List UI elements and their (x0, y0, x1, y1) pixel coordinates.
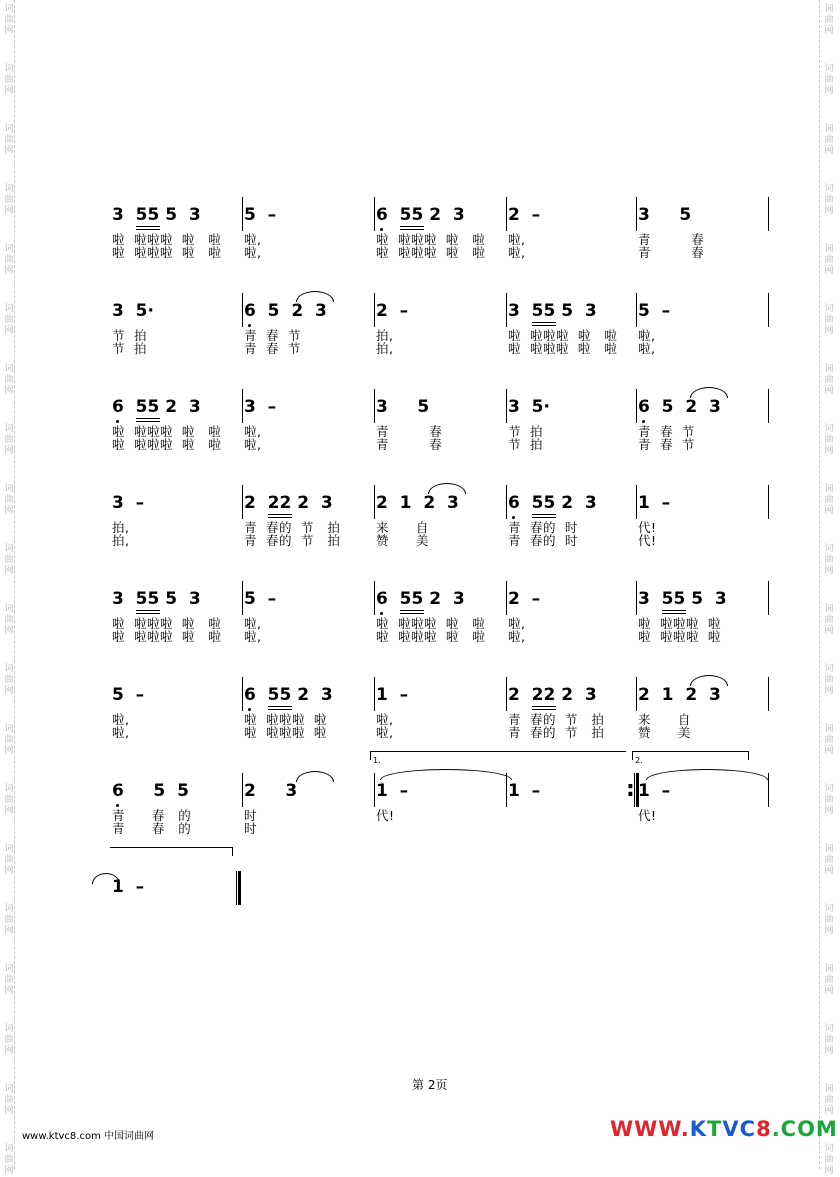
watermark-left: 词 曲 网 (4, 424, 14, 456)
volta-underline (110, 847, 233, 856)
measure-notes: 2 – (508, 205, 541, 225)
tie-slur (380, 769, 512, 780)
lyric-verse-1: 来 自 (638, 712, 691, 727)
tie-slur (296, 771, 334, 782)
barline (242, 197, 243, 231)
measure-notes: 3 55 5 3 (508, 301, 597, 321)
lyric-verse-1: 啦, (508, 232, 526, 247)
barline (374, 773, 375, 807)
beam-underline (136, 226, 160, 227)
lyric-verse-2: 啦, (638, 341, 656, 356)
volta-number: 1. (373, 756, 381, 765)
watermark-right: 词 曲 网 (824, 364, 834, 396)
lyric-verse-2: 啦 啦啦啦 啦 (638, 629, 721, 644)
watermark-left: 词 曲 网 (4, 244, 14, 276)
lyric-verse-1: 青 春的 节 拍 (244, 520, 341, 535)
watermark-left: 词 曲 网 (4, 1144, 14, 1176)
lyric-verse-1: 啦 啦啦啦 啦 啦 (376, 232, 486, 247)
watermark-right: 词 曲 网 (824, 64, 834, 96)
beam-underline (268, 709, 292, 710)
watermark-right: 词 曲 网 (824, 1084, 834, 1116)
measure-notes: 2 – (376, 301, 409, 321)
measure-notes: 3 5· (508, 397, 550, 417)
lyric-verse-1: 啦 啦啦啦 啦 啦 (376, 616, 486, 631)
beam-underline (662, 613, 686, 614)
measure-notes: 3 – (244, 397, 277, 417)
barline (768, 773, 769, 807)
lyric-verse-1: 拍, (376, 328, 394, 343)
measure-notes: 3 5· (112, 301, 154, 321)
logo-prefix: WWW. (610, 1117, 690, 1141)
lyric-verse-2: 青 春 的 (112, 821, 192, 836)
watermark-left: 词 曲 网 (4, 484, 14, 516)
watermark-left: 词 曲 网 (4, 4, 14, 36)
lyric-verse-2: 青 春 节 (244, 341, 301, 356)
lyric-verse-1: 啦, (244, 424, 262, 439)
lyric-verse-2: 青 春的 节 拍 (508, 725, 605, 740)
lyric-verse-1: 啦 啦啦啦 啦 (244, 712, 327, 727)
measure-notes: 1 – (112, 877, 145, 897)
watermark-right: 词 曲 网 (824, 904, 834, 936)
repeat-dots: : (626, 777, 635, 802)
low-octave-dot (116, 804, 119, 807)
measure-notes: 1 – (376, 685, 409, 705)
beam-underline (400, 226, 424, 227)
lyric-verse-1: 青 春 (376, 424, 443, 439)
watermark-right: 词 曲 网 (824, 664, 834, 696)
measure-notes: 1 – (376, 781, 409, 801)
lyric-verse-1: 代! (638, 520, 657, 535)
watermark-left: 词 曲 网 (4, 964, 14, 996)
lyric-verse-2: 拍, (112, 533, 130, 548)
measure-notes: 5 – (112, 685, 145, 705)
measure-notes: 3 5 (376, 397, 430, 417)
barline (242, 389, 243, 423)
logo-suffix: .COM (771, 1117, 838, 1141)
watermark-left: 词 曲 网 (4, 664, 14, 696)
watermark-right: 词 曲 网 (824, 304, 834, 336)
lyric-verse-2: 青 春 (638, 245, 705, 260)
barline (242, 581, 243, 615)
barline (242, 677, 243, 711)
measure-notes: 2 22 2 3 (508, 685, 597, 705)
measure-notes: 3 55 5 3 (638, 589, 727, 609)
barline (768, 389, 769, 423)
logo-8: 8 (756, 1117, 772, 1141)
barline (768, 197, 769, 231)
barline (374, 197, 375, 231)
watermark-right: 词 曲 网 (824, 124, 834, 156)
barline (768, 485, 769, 519)
watermark-left: 词 曲 网 (4, 604, 14, 636)
lyric-verse-2: 时 (244, 821, 258, 836)
measure-notes: 2 1 2 3 (638, 685, 721, 705)
watermark-left: 词 曲 网 (4, 1084, 14, 1116)
lyric-verse-1: 青 春 的 (112, 808, 192, 823)
barline (636, 197, 637, 231)
watermark-left: 词 曲 网 (4, 844, 14, 876)
watermark-left: 词 曲 网 (4, 1024, 14, 1056)
barline (636, 485, 637, 519)
beam-underline (532, 514, 556, 515)
measure-notes: 3 – (112, 493, 145, 513)
watermark-right: 词 曲 网 (824, 1024, 834, 1056)
low-octave-dot (380, 228, 383, 231)
lyric-verse-2: 拍, (376, 341, 394, 356)
tie-slur (646, 769, 768, 780)
beam-underline (532, 322, 556, 323)
beam-underline (532, 517, 556, 518)
barline (374, 677, 375, 711)
lyric-verse-1: 啦, (244, 616, 262, 631)
repeat-barline (634, 773, 639, 807)
beam-underline (268, 706, 292, 707)
lyric-verse-2: 啦 啦啦啦 啦 啦 (112, 437, 222, 452)
lyric-verse-1: 啦, (508, 616, 526, 631)
lyric-verse-2: 赞 美 (376, 533, 429, 548)
barline (506, 197, 507, 231)
beam-underline (662, 610, 686, 611)
beam-underline (268, 517, 292, 518)
barline (374, 581, 375, 615)
lyric-verse-1: 啦, (244, 232, 262, 247)
logo-t: T (707, 1117, 723, 1141)
measure-notes: 5 – (244, 589, 277, 609)
lyric-verse-1: 青 春的 时 (508, 520, 578, 535)
lyric-verse-1: 啦, (376, 712, 394, 727)
beam-underline (400, 229, 424, 230)
lyric-verse-1: 啦 啦啦啦 啦 啦 (112, 616, 222, 631)
measure-notes: 1 – (638, 781, 671, 801)
lyric-verse-2: 啦, (508, 245, 526, 260)
watermark-left: 词 曲 网 (4, 184, 14, 216)
lyric-verse-1: 啦 啦啦啦 啦 啦 (112, 232, 222, 247)
low-octave-dot (248, 324, 251, 327)
barline (636, 389, 637, 423)
beam-underline (400, 613, 424, 614)
lyric-verse-2: 啦 啦啦啦 啦 啦 (508, 341, 618, 356)
lyric-verse-1: 青 春 节 (244, 328, 301, 343)
barline (506, 293, 507, 327)
barline (242, 485, 243, 519)
watermark-right: 词 曲 网 (824, 184, 834, 216)
barline (768, 293, 769, 327)
low-octave-dot (116, 420, 119, 423)
tie-slur (92, 873, 120, 884)
low-octave-dot (642, 420, 645, 423)
volta-bracket-1 (370, 751, 626, 765)
barline (506, 389, 507, 423)
barline (768, 581, 769, 615)
lyric-verse-2: 青 春的 节 拍 (244, 533, 341, 548)
logo-c: C (739, 1117, 757, 1141)
watermark-right: 词 曲 网 (824, 844, 834, 876)
footer-site-text[interactable]: www.ktvc8.com 中国词曲网 (22, 1131, 155, 1142)
measure-notes: 6 55 2 3 (376, 589, 465, 609)
low-octave-dot (248, 708, 251, 711)
measure-notes: 3 55 5 3 (112, 205, 201, 225)
watermark-left: 词 曲 网 (4, 724, 14, 756)
beam-underline (136, 421, 160, 422)
watermark-right: 词 曲 网 (824, 4, 834, 36)
barline (768, 677, 769, 711)
watermark-right: 词 曲 网 (824, 544, 834, 576)
lyric-verse-2: 啦, (508, 629, 526, 644)
beam-underline (400, 610, 424, 611)
watermark-right: 词 曲 网 (824, 244, 834, 276)
watermark-right: 词 曲 网 (824, 964, 834, 996)
beam-underline (532, 325, 556, 326)
measure-notes: 5 – (638, 301, 671, 321)
measure-notes: 3 55 5 3 (112, 589, 201, 609)
lyric-verse-2: 啦, (244, 629, 262, 644)
logo-v: V (722, 1117, 740, 1141)
barline (636, 581, 637, 615)
barline (506, 581, 507, 615)
lyric-verse-1: 啦 啦啦啦 啦 啦 (508, 328, 618, 343)
lyric-verse-1: 青 春的 节 拍 (508, 712, 605, 727)
lyric-verse-2: 青 春的 时 (508, 533, 578, 548)
watermark-right: 词 曲 网 (824, 724, 834, 756)
barline (506, 485, 507, 519)
lyric-verse-2: 啦, (376, 725, 394, 740)
measure-notes: 1 – (508, 781, 541, 801)
measure-notes: 6 55 2 3 (508, 493, 597, 513)
lyric-verse-2: 啦, (112, 725, 130, 740)
barline (374, 485, 375, 519)
lyric-verse-1: 代! (638, 808, 657, 823)
watermark-left: 词 曲 网 (4, 64, 14, 96)
measure-notes: 2 3 (244, 781, 298, 801)
beam-underline (136, 610, 160, 611)
lyric-verse-2: 啦 啦啦啦 啦 啦 (112, 629, 222, 644)
tie-slur (428, 483, 466, 494)
lyric-verse-2: 代! (638, 533, 657, 548)
lyric-verse-2: 啦 啦啦啦 啦 啦 (376, 245, 486, 260)
measure-notes: 1 – (638, 493, 671, 513)
beam-underline (532, 709, 556, 710)
lyric-verse-1: 来 自 (376, 520, 429, 535)
measure-notes: 6 55 2 3 (112, 397, 201, 417)
final-barline (236, 871, 241, 905)
barline (374, 389, 375, 423)
watermark-left: 词 曲 网 (4, 784, 14, 816)
measure-notes: 6 5 5 (112, 781, 189, 801)
measure-notes: 6 55 2 3 (376, 205, 465, 225)
beam-underline (532, 706, 556, 707)
lyric-verse-1: 啦 啦啦啦 啦 (638, 616, 721, 631)
watermark-left: 词 曲 网 (4, 364, 14, 396)
lyric-verse-2: 赞 美 (638, 725, 691, 740)
lyric-verse-1: 拍, (112, 520, 130, 535)
lyric-verse-1: 啦, (112, 712, 130, 727)
beam-underline (136, 229, 160, 230)
measure-notes: 6 55 2 3 (244, 685, 333, 705)
measure-notes: 2 22 2 3 (244, 493, 333, 513)
lyric-verse-1: 啦 啦啦啦 啦 啦 (112, 424, 222, 439)
watermark-left: 词 曲 网 (4, 304, 14, 336)
barline (636, 293, 637, 327)
lyric-verse-1: 节 拍 (112, 328, 147, 343)
page-number: 第 2页 (412, 1078, 448, 1092)
measure-notes: 3 5 (638, 205, 692, 225)
lyric-verse-2: 啦, (244, 245, 262, 260)
lyric-verse-2: 节 拍 (508, 437, 543, 452)
tie-slur (296, 291, 334, 302)
watermark-right: 词 曲 网 (824, 484, 834, 516)
volta-number: 2. (635, 756, 643, 765)
beam-underline (268, 514, 292, 515)
lyric-verse-1: 青 春 节 (638, 424, 695, 439)
watermark-left: 词 曲 网 (4, 904, 14, 936)
watermark-right: 词 曲 网 (824, 604, 834, 636)
beam-underline (136, 613, 160, 614)
lyric-verse-2: 啦, (244, 437, 262, 452)
measure-notes: 6 5 2 3 (638, 397, 721, 417)
watermark-left: 词 曲 网 (4, 124, 14, 156)
lyric-verse-1: 节 拍 (508, 424, 543, 439)
barline (374, 293, 375, 327)
low-octave-dot (512, 516, 515, 519)
measure-notes: 2 – (508, 589, 541, 609)
lyric-verse-1: 代! (376, 808, 395, 823)
low-octave-dot (380, 612, 383, 615)
tie-slur (690, 675, 728, 686)
watermark-left: 词 曲 网 (4, 544, 14, 576)
watermark-right: 词 曲 网 (824, 1144, 834, 1176)
logo-k: K (689, 1117, 708, 1141)
beam-underline (136, 418, 160, 419)
lyric-verse-1: 时 (244, 808, 258, 823)
tie-slur (690, 387, 728, 398)
site-logo[interactable] (610, 1117, 838, 1141)
measure-notes: 6 5 2 3 (244, 301, 327, 321)
watermark-right: 词 曲 网 (824, 784, 834, 816)
lyric-verse-2: 青 春 (376, 437, 443, 452)
measure-notes: 5 – (244, 205, 277, 225)
measure-notes: 2 1 2 3 (376, 493, 459, 513)
lyric-verse-2: 节 拍 (112, 341, 147, 356)
barline (636, 677, 637, 711)
barline (242, 293, 243, 327)
lyric-verse-2: 啦 啦啦啦 啦 啦 (376, 629, 486, 644)
lyric-verse-2: 啦 啦啦啦 啦 啦 (112, 245, 222, 260)
lyric-verse-1: 青 春 (638, 232, 705, 247)
lyric-verse-1: 啦, (638, 328, 656, 343)
lyric-verse-2: 啦 啦啦啦 啦 (244, 725, 327, 740)
barline (506, 677, 507, 711)
barline (242, 773, 243, 807)
watermark-right: 词 曲 网 (824, 424, 834, 456)
volta-bracket-2 (632, 751, 749, 765)
lyric-verse-2: 青 春 节 (638, 437, 695, 452)
